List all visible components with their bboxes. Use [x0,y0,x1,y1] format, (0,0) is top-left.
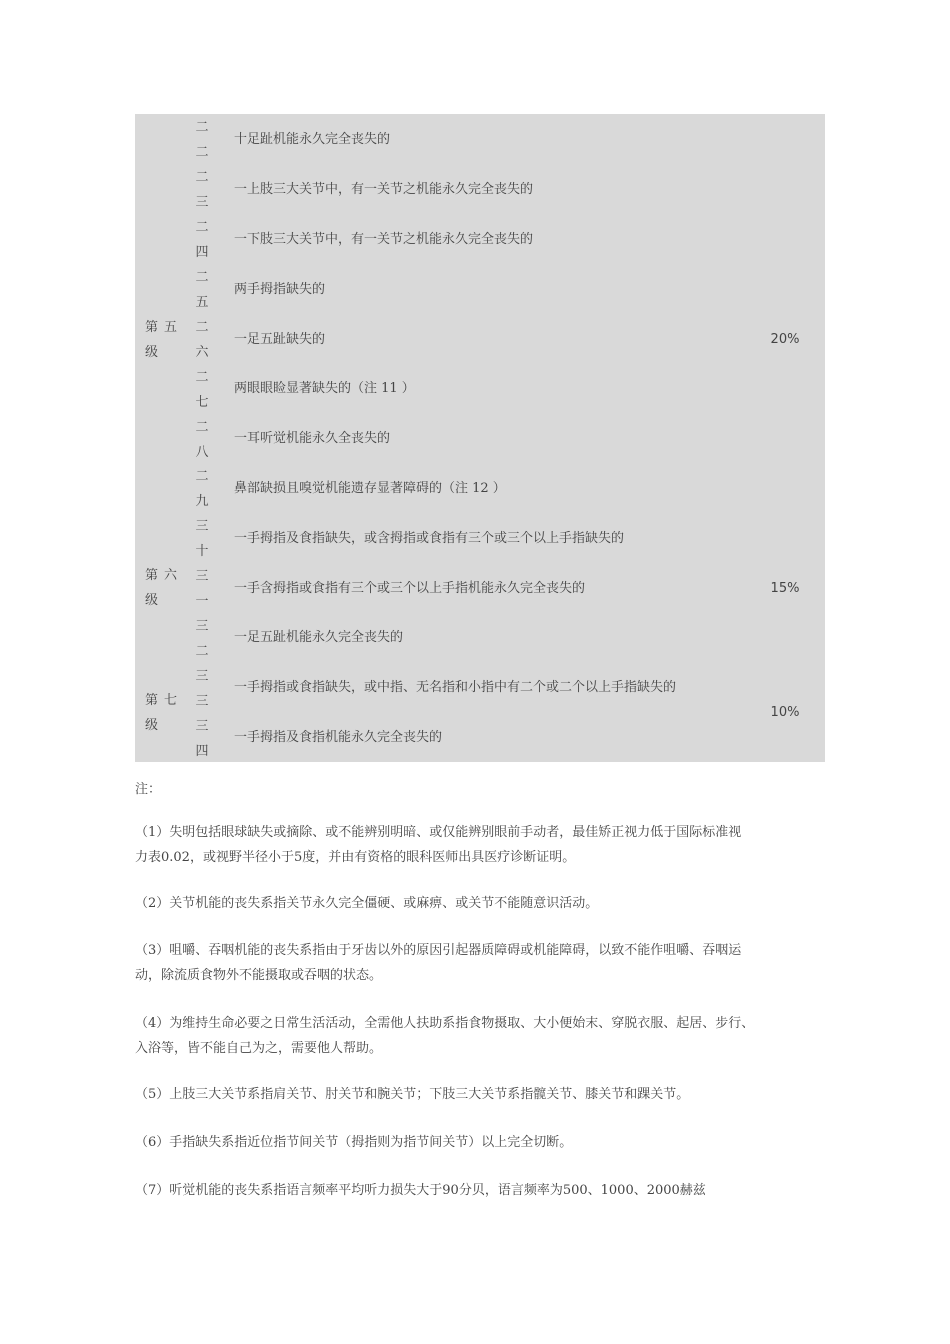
row-number: 二 七 [195,370,209,410]
grade-label-line2: 级 [145,593,159,608]
row-description: 一手拇指或食指缺失，或中指、无名指和小指中有二个或二个以上手指缺失的 [234,680,677,695]
note-item: （7）听觉机能的丧失系指语言频率平均听力损失大于90分贝，语言频率为500、1000、2000赫兹 [135,1183,706,1198]
note-item: （2）关节机能的丧失系指关节永久完全僵硬、或麻痹、或关节不能随意识活动。 [135,896,599,911]
row-number: 二 六 [195,320,209,360]
grade-percentage-5: 20% [770,332,800,347]
note-item: （3）咀嚼、吞咽机能的丧失系指由于牙齿以外的原因引起器质障碍或机能障碍，以致不能作咀嚼、吞咽运 动，除流质食物外不能摄取或吞咽的状态。 [135,943,742,983]
grade-label-line1: 第六 [145,568,184,583]
row-description: 两手拇指缺失的 [234,282,326,297]
row-number: 三 四 [195,719,209,759]
row-description: 一足五趾机能永久完全丧失的 [234,630,404,645]
row-number: 二 四 [195,220,209,260]
row-description: 一足五趾缺失的 [234,332,326,347]
row-description: 一手拇指及食指缺失，或含拇指或食指有三个或三个以上手指缺失的 [234,531,625,546]
row-number: 二 八 [195,420,209,460]
note-item: （6）手指缺失系指近位指节间关节（拇指则为指节间关节）以上完全切断。 [135,1135,573,1150]
notes-title: 注： [135,782,162,797]
grade-percentage-6: 15% [770,581,800,596]
note-item: （4）为维持生命必要之日常生活活动，全需他人扶助系指食物摄取、大小便始末、穿脱衣服、起居、步行、 入浴等，皆不能自己为之，需要他人帮助。 [135,1016,755,1056]
grade-percentage-7: 10% [770,705,800,720]
row-description: 一下肢三大关节中，有一关节之机能永久完全丧失的 [234,232,534,247]
row-number: 二 三 [195,170,209,210]
row-description: 十足趾机能永久完全丧失的 [234,132,391,147]
row-description: 一手含拇指或食指有三个或三个以上手指机能永久完全丧失的 [234,581,586,596]
grade-label-6 [145,563,185,613]
row-description: 鼻部缺损且嗅觉机能遗存显著障碍的（注 12 ） [234,481,506,496]
grade-label-7 [145,688,185,738]
grade-label-line2: 级 [145,718,159,733]
row-number: 二 五 [195,270,209,310]
row-number: 三 三 [195,669,209,709]
grade-label-line1: 第七 [145,693,184,708]
row-number: 二 二 [195,120,209,160]
grade-label-line1: 第五 [145,320,184,335]
row-number: 二 九 [195,469,209,509]
row-description: 一上肢三大关节中，有一关节之机能永久完全丧失的 [234,182,534,197]
note-item: （5）上肢三大关节系指肩关节、肘关节和腕关节；下肢三大关节系指髋关节、膝关节和踝关节。 [135,1087,690,1102]
row-number: 三 十 [195,519,209,559]
disability-table [135,114,825,762]
row-description: 两眼眼睑显著缺失的（注 11 ） [234,381,415,396]
note-item: （1）失明包括眼球缺失或摘除、或不能辨别明暗、或仅能辨别眼前手动者，最佳矫正视力低于国际标准视 力表0.02，或视野半径小于5度，并由有资格的眼科医师出具医疗诊断证明。 [135,825,742,865]
grade-label-5 [145,315,185,365]
row-number: 三 一 [195,569,209,609]
row-description: 一耳听觉机能永久全丧失的 [234,431,391,446]
grade-label-line2: 级 [145,345,159,360]
row-description: 一手拇指及食指机能永久完全丧失的 [234,730,443,745]
row-number: 三 二 [195,619,209,659]
